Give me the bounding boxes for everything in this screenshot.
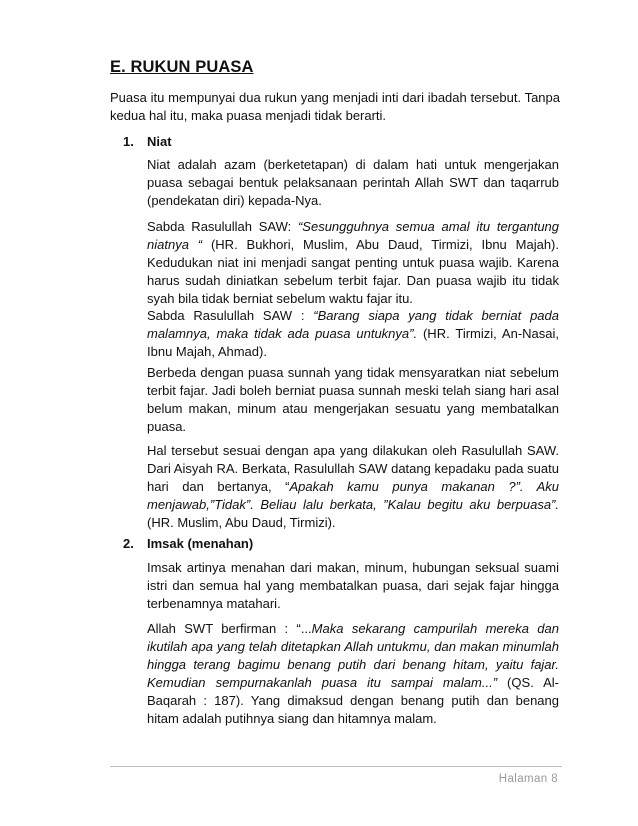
quote-text: Maka sekarang campurilah mereka dan ikutilah apa yang telah ditetapkan Allah untukmu, dan makan minumlah hingga terang bagimu benang putih dari benang hitam, yaitu fajar. Kemudian sempurnakanlah puasa itu sampai malam...” — [147, 621, 559, 690]
text-run: Allah SWT berfirman : “... — [147, 621, 312, 636]
paragraph-niat-sunnah — [147, 364, 559, 436]
paragraph-text — [147, 307, 559, 361]
text-run: Hal tersebut sesuai dengan apa yang dilakukan oleh Rasulullah SAW. Dari Aisyah RA. Berkata, Rasulullah SAW datang kepadaku pada suatu hari dan bertanya, “ — [147, 443, 559, 494]
section-title: E. RUKUN PUASA — [110, 58, 254, 76]
heading-imsak — [123, 536, 253, 551]
text-run: (QS. Al-Baqarah : 187). Yang dimaksud dengan benang putih dan benang hitam adalah putihnya siang dan hitamnya malam. — [147, 675, 559, 726]
paragraph-text: Imsak artinya menahan dari makan, minum, hubungan seksual suami istri dan semua hal yang membatalkan puasa, dari sejak fajar hingga terbenamnya matahari. — [147, 560, 559, 611]
paragraph-niat-hadith-2 — [147, 307, 559, 361]
heading-label: Imsak (menahan) — [147, 536, 254, 551]
footer-divider — [110, 766, 562, 767]
paragraph-text: Berbeda dengan puasa sunnah yang tidak mensyaratkan niat sebelum terbit fajar. Jadi boleh berniat puasa sunnah meski telah siang hari asal belum makan, minum atau mengerjakan sesuatu yang membatalkan puasa. — [147, 365, 559, 434]
paragraph-niat-definition — [147, 156, 559, 210]
paragraph-niat-hadith-1 — [147, 218, 559, 308]
text-run: (HR. Tirmizi, An-Nasai, Ibnu Majah, Ahmad). — [147, 326, 559, 359]
page-number: Halaman 8 — [498, 773, 558, 785]
text-run: (HR. Bukhori, Muslim, Abu Daud, Tirmizi, Ibnu Majah). Kedudukan niat ini menjadi sangat penting untuk puasa wajib. Karena harus sudah diniatkan sebelum terbit fajar. Dan puasa wajib itu tidak syah bila tidak berniat sebelum waktu fajar itu. — [147, 237, 559, 306]
paragraph-text — [147, 442, 559, 532]
paragraph-imsak-definition — [147, 559, 559, 613]
paragraph-text — [147, 218, 559, 308]
heading-niat — [123, 134, 172, 149]
text-run: (HR. Muslim, Abu Daud, Tirmizi). — [147, 515, 336, 530]
quote-text: Apakah kamu punya makanan ?”. Aku menjawab,”Tidak”. Beliau lalu berkata, ”Kalau begitu aku berpuasa”. — [147, 479, 559, 512]
heading-number: 2. — [123, 536, 134, 551]
heading-number: 1. — [123, 134, 134, 149]
heading-label: Niat — [147, 134, 172, 149]
paragraph-imsak-ayat — [147, 620, 559, 728]
text-run: Sabda Rasulullah SAW: — [147, 219, 298, 234]
text-run: Sabda Rasulullah SAW : — [147, 308, 314, 323]
paragraph-niat-aisyah — [147, 442, 559, 532]
intro-paragraph: Puasa itu mempunyai dua rukun yang menjadi inti dari ibadah tersebut. Tanpa kedua hal itu, maka puasa menjadi tidak berarti. — [110, 90, 560, 123]
paragraph-text: Niat adalah azam (berketetapan) di dalam hati untuk mengerjakan puasa sebagai bentuk pelaksanaan perintah Allah SWT dan taqarrub (pendekatan diri) kepada-Nya. — [147, 157, 559, 208]
paragraph-text — [147, 620, 559, 728]
quote-text: “Sesungguhnya semua amal itu tergantung niatnya “ — [147, 219, 560, 252]
quote-text: “Barang siapa yang tidak berniat pada malamnya, maka tidak ada puasa untuknya”. — [147, 308, 559, 341]
